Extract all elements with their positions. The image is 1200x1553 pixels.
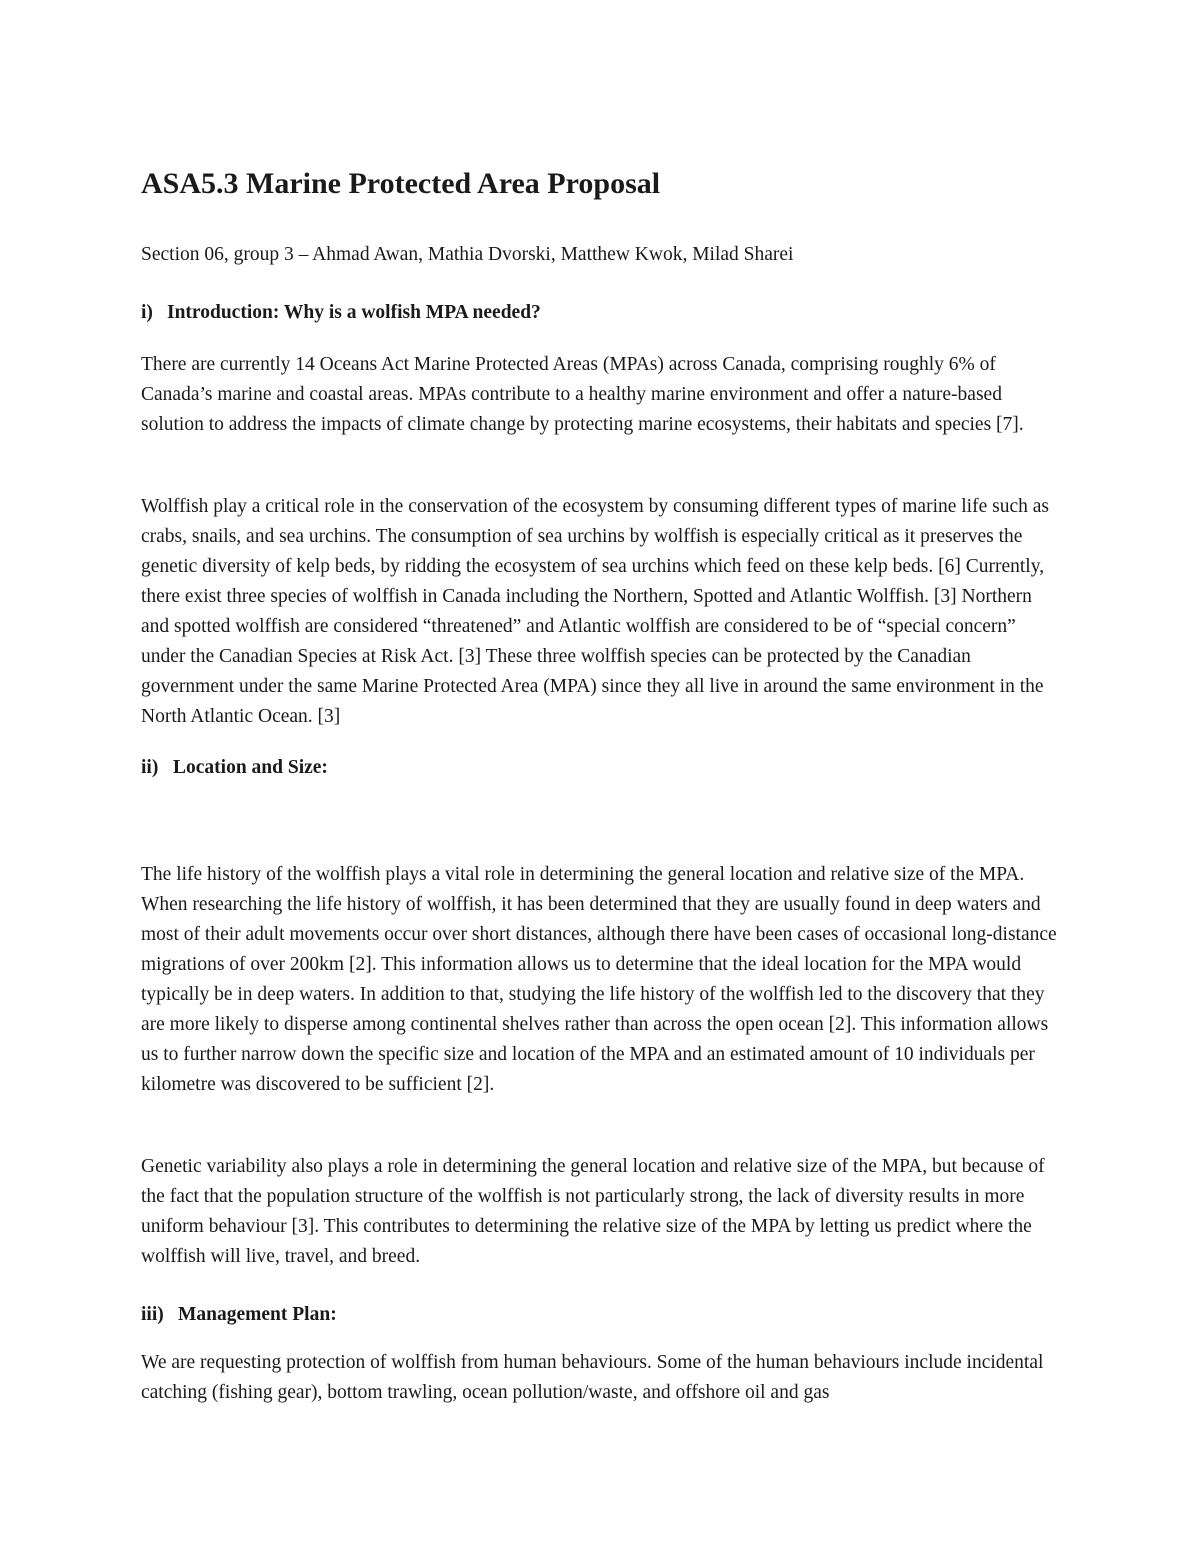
section-heading-location — [141, 753, 1061, 783]
paragraph: Wolffish play a critical role in the conservation of the ecosystem by consuming different types of marine life such as crabs, snails, and sea urchins. The consumption of sea urchins by wolffish is especially critical as it preserves the genetic diversity of kelp beds, by ridding the ecosystem of sea urchins which feed on these kelp beds. [6] Currently, there exist three species of wolffish in Canada including the Northern, Spotted and Atlantic Wolffish. [3] Northern and spotted wolffish are considered “threatened” and Atlantic wolffish are considered to be of “special concern” under the Canadian Species at Risk Act. [3] These three wolffish species can be protected by the Canadian government under the same Marine Protected Area (MPA) since they all live in around the same environment in the North Atlantic Ocean. [3] — [141, 496, 1049, 727]
section-number: ii) — [141, 757, 159, 778]
section-heading-introduction — [141, 298, 1061, 328]
authors-line: Section 06, group 3 – Ahmad Awan, Mathia Dvorski, Matthew Kwok, Milad Sharei — [141, 244, 794, 265]
section-heading-management — [141, 1300, 1061, 1330]
section-heading-text: Management Plan: — [178, 1304, 337, 1325]
document-title: ASA5.3 Marine Protected Area Proposal — [141, 167, 661, 200]
section-number: i) — [141, 302, 153, 323]
paragraph: Genetic variability also plays a role in determining the general location and relative size of the MPA, but because of the fact that the population structure of the wolffish is not particularly strong, the lack of diversity results in more uniform behaviour [3]. This contributes to determining the relative size of the MPA by letting us predict where the wolffish will live, travel, and breed. — [141, 1156, 1045, 1267]
paragraph: There are currently 14 Oceans Act Marine Protected Areas (MPAs) across Canada, comprising roughly 6% of Canada’s marine and coastal areas. MPAs contribute to a healthy marine environment and offer a nature-based solution to address the impacts of climate change by protecting marine ecosystems, their habitats and species [7]. — [141, 354, 1024, 435]
paragraph: The life history of the wolffish plays a vital role in determining the general location and relative size of the MPA. When researching the life history of wolffish, it has been determined that they are usually found in deep waters and most of their adult movements occur over short distances, although there have been cases of occasional long-distance migrations of over 200km [2]. This information allows us to determine that the ideal location for the MPA would typically be in deep waters. In addition to that, studying the life history of the wolffish led to the discovery that they are more likely to disperse among continental shelves rather than across the open ocean [2]. This information allows us to further narrow down the specific size and location of the MPA and an estimated amount of 10 individuals per kilometre was discovered to be sufficient [2]. — [141, 864, 1057, 1095]
section-heading-text: Location and Size: — [173, 757, 328, 778]
paragraph: We are requesting protection of wolffish from human behaviours. Some of the human behaviours include incidental catching (fishing gear), bottom trawling, ocean pollution/waste, and offshore oil and gas — [141, 1352, 1044, 1403]
section-number: iii) — [141, 1304, 164, 1325]
section-heading-text: Introduction: Why is a wolfish MPA needed? — [167, 302, 541, 323]
